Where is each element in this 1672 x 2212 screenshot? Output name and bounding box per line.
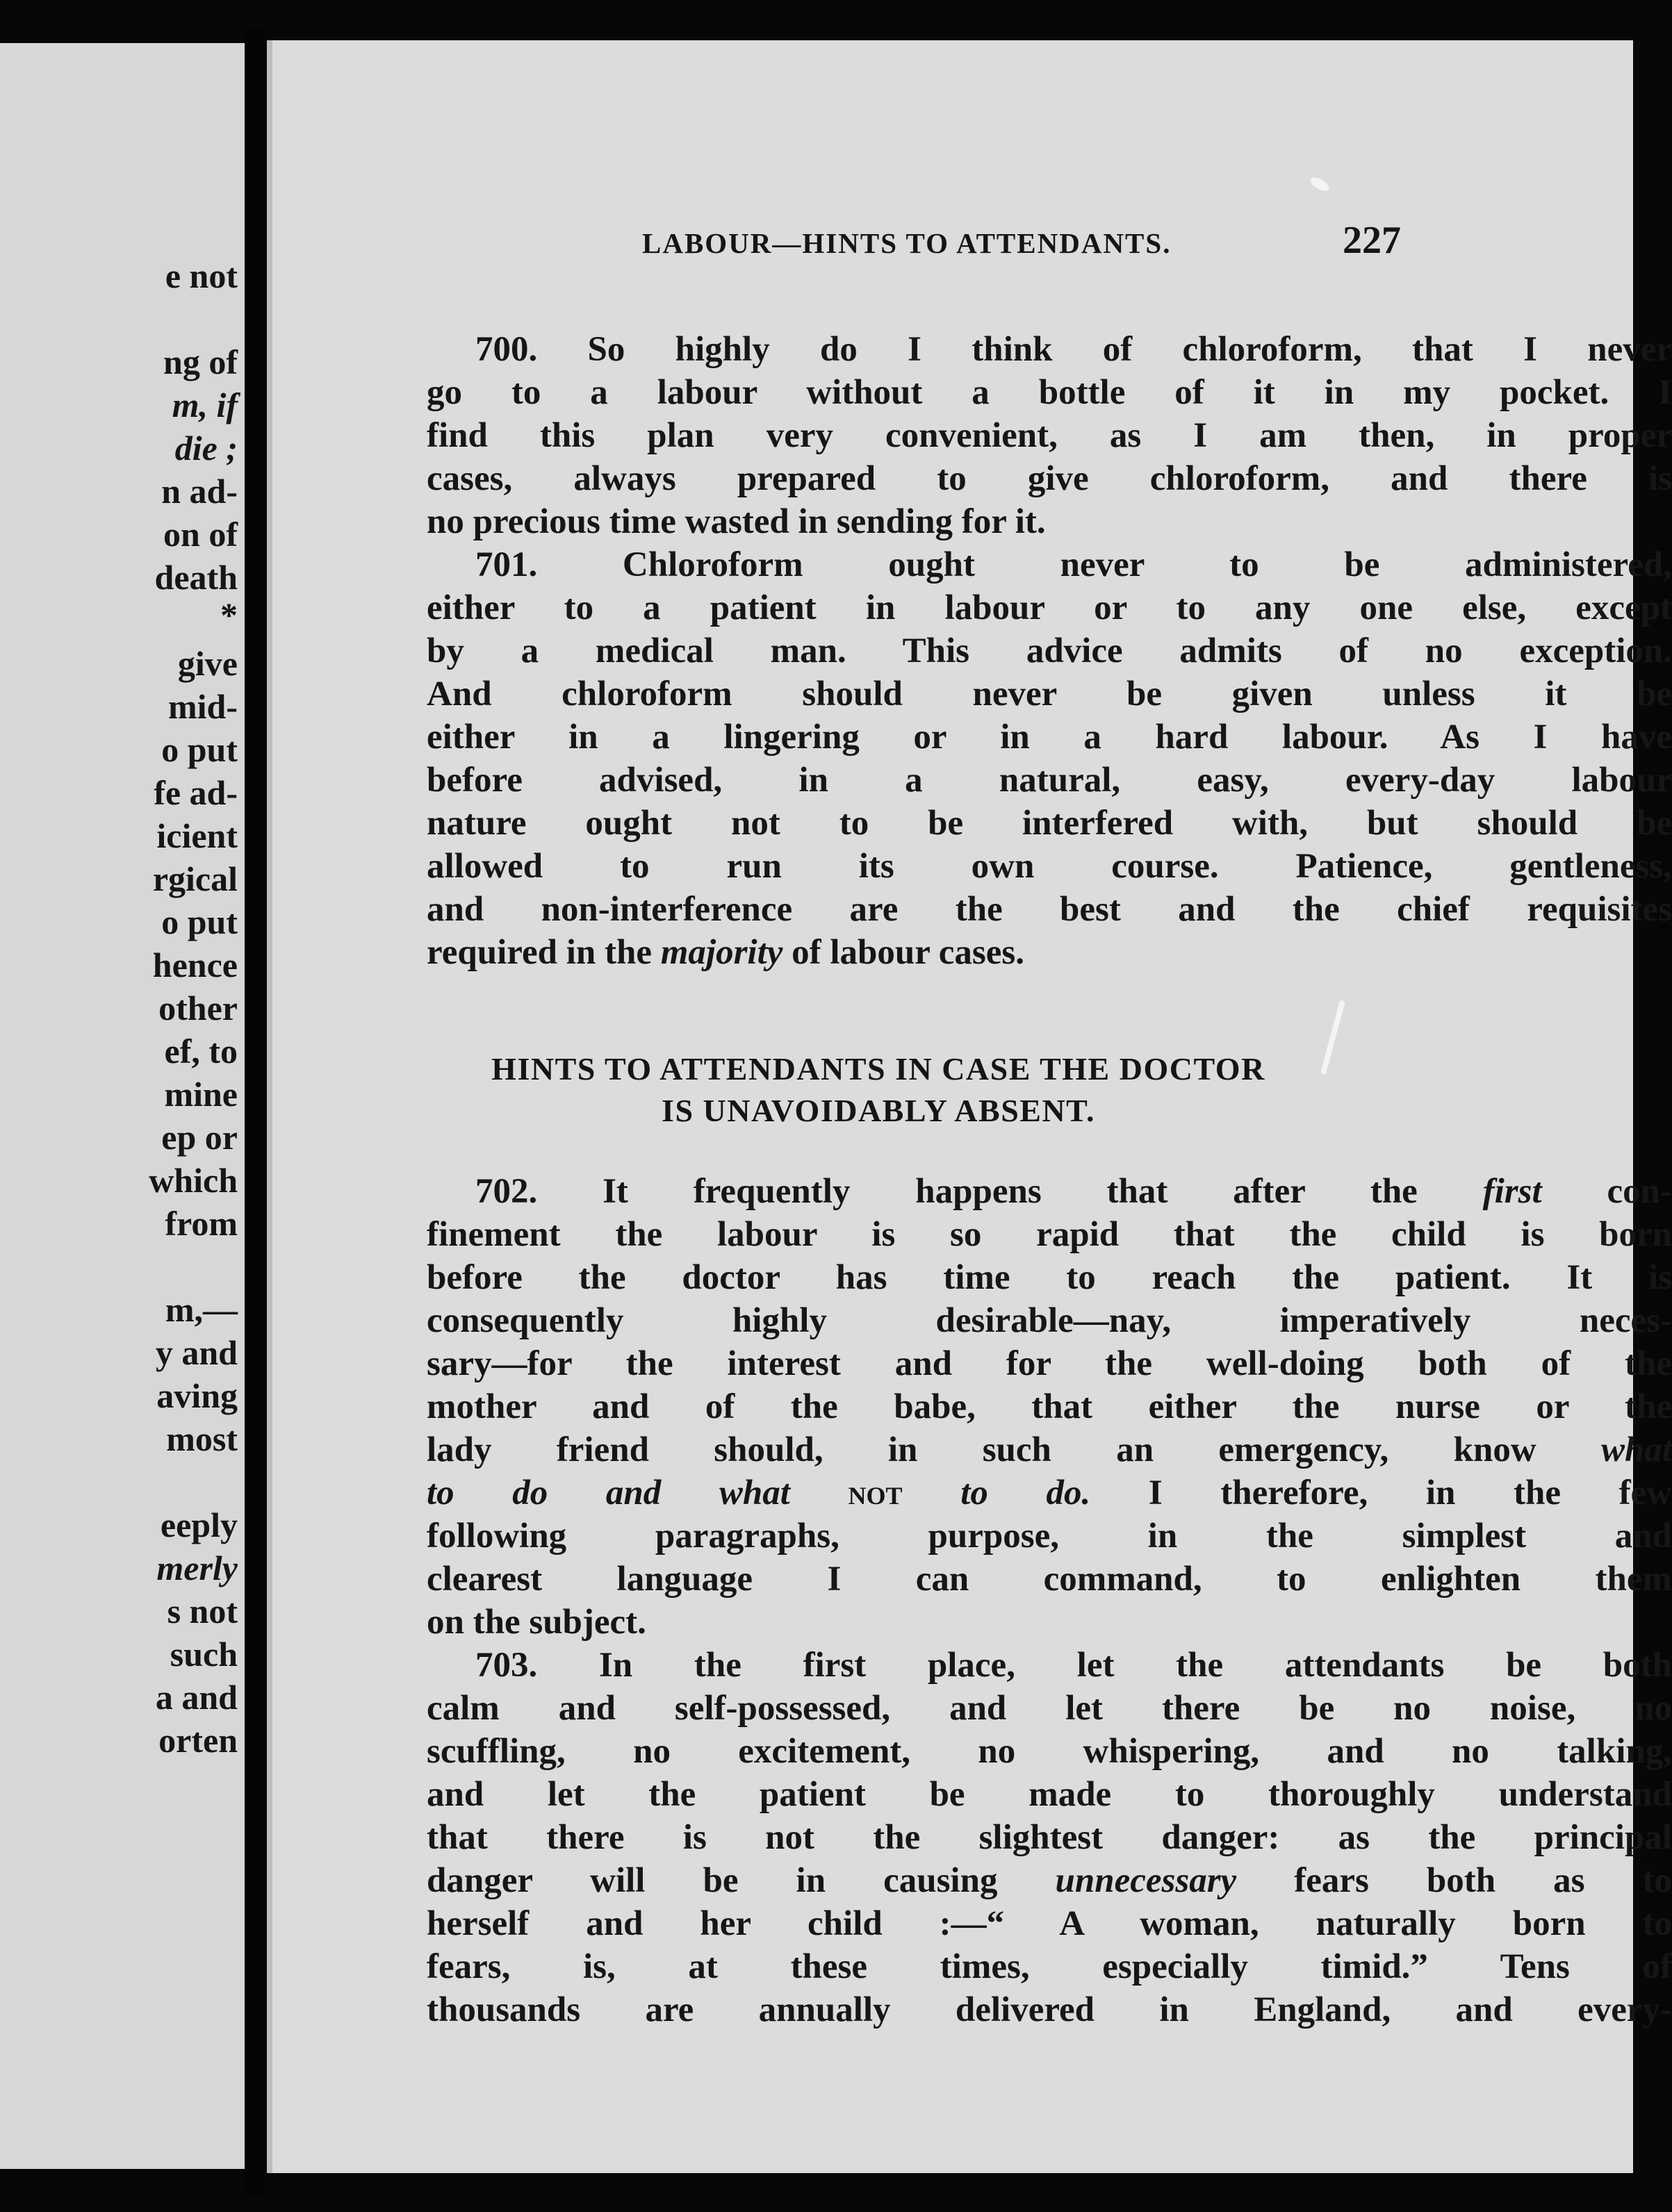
text-line: before the doctor has time to reach the patient. It is [427,1258,1672,1297]
left-margin-fragment: death [154,558,238,597]
scan-speck [1320,1000,1345,1075]
left-margin-fragment: m,— [165,1290,238,1329]
text-line: and let the patient be made to thoroughly understand [427,1775,1672,1814]
text-line: clearest language I can command, to enlighten them [427,1560,1672,1599]
text-line: nature ought not to be interfered with, but should be [427,804,1672,843]
main-page [267,40,1672,2173]
left-margin-fragment: on of [163,515,238,554]
left-margin-fragment: which [149,1161,238,1200]
left-margin-fragment: give [177,644,238,683]
page-edge [267,40,272,2173]
text-line: and non-interference are the best and the chief requisites [427,890,1672,929]
left-margin-fragment: most [166,1419,238,1458]
left-margin-fragment: ef, to [164,1032,238,1071]
text-line: sary—for the interest and for the well-doing both of the [427,1344,1672,1383]
text-line: no precious time wasted in sending for it. [427,502,1046,541]
left-margin-fragment: ng of [163,342,238,381]
text-line: finement the labour is so rapid that the child is born [427,1215,1672,1254]
text-line: herself and her child :—“ A woman, naturally born to [427,1904,1672,1943]
text-line: on the subject. [427,1603,646,1642]
left-margin-fragment: mid- [168,687,238,726]
left-margin-fragment: fe ad- [154,773,238,812]
left-margin-fragment: icient [156,816,238,855]
text-line: 702. It frequently happens that after the first con- [475,1172,1672,1211]
left-margin-fragment: y and [155,1333,238,1372]
text-line: allowed to run its own course. Patience, gentleness, [427,847,1672,886]
left-margin-fragment: ep or [161,1118,238,1157]
left-margin-fragment: other [158,989,238,1027]
text-line: go to a labour without a bottle of it in my pocket. I [427,373,1672,412]
text-line: either in a lingering or in a hard labour. As I have [427,718,1672,757]
left-margin-fragment: from [165,1204,238,1243]
left-margin-fragment: * [220,595,238,634]
text-line: scuffling, no excitement, no whispering, and no talking, [427,1732,1672,1771]
text-line: consequently highly desirable—nay, imperatively neces- [427,1301,1672,1340]
left-margin-fragment: hence [152,946,238,984]
text-line: lady friend should, in such an emergency, know what [427,1430,1672,1469]
text-line: before advised, in a natural, easy, every-day labour [427,761,1672,800]
left-margin-fragment: n ad- [161,472,238,511]
text-line: 703. In the first place, let the attendants be both [475,1646,1672,1685]
text-line: by a medical man. This advice admits of no exception. [427,632,1672,670]
left-margin-fragment: rgical [152,859,238,898]
left-margin-fragment: orten [158,1721,238,1760]
text-line: 701. Chloroform ought never to be administered, [475,545,1672,584]
left-margin-fragment: eeply [160,1505,238,1544]
left-margin-fragment: mine [164,1075,238,1114]
left-margin-fragment: m, if [172,386,238,424]
left-margin-fragment: s not [167,1592,238,1631]
scan-speck [1309,174,1331,193]
left-margin-fragment: die ; [174,429,238,468]
text-line: calm and self-possessed, and let there be no noise, no [427,1689,1672,1728]
text-line: danger will be in causing unnecessary fears both as to [427,1861,1672,1900]
left-margin-fragment: a and [155,1678,238,1717]
italic-emphasis: majority [660,933,783,972]
text-line: cases, always prepared to give chloroform, and there is [427,459,1672,498]
text-line: And chloroform should never be given unless it be [427,675,1672,713]
left-margin-fragment: o put [161,902,238,941]
text-line: either to a patient in labour or to any one else, except [427,588,1672,627]
section-heading-line-2: IS UNAVOIDABLY ABSENT. [662,1093,1095,1128]
running-head: LABOUR—HINTS TO ATTENDANTS. [642,227,1172,259]
text-line: required in the majority of labour cases. [427,933,1024,972]
text-line: following paragraphs, purpose, in the simplest and [427,1517,1672,1555]
left-margin-fragment: merly [156,1549,238,1587]
italic-emphasis: what [1600,1430,1672,1469]
left-margin-fragment: aving [156,1376,238,1415]
italic-emphasis: unnecessary [1055,1861,1237,1900]
text-line: thousands are annually delivered in England, and every- [427,1990,1672,2029]
left-margin-fragment: o put [161,730,238,769]
text-line: fears, is, at these times, especially timid.” Tens of [427,1947,1672,1986]
left-margin-fragment: such [170,1635,238,1674]
left-page-fragment [0,43,245,2169]
text-line: find this plan very convenient, as I am then, in proper [427,416,1672,455]
text-line: mother and of the babe, that either the nurse or the [427,1387,1672,1426]
left-margin-fragment: e not [165,256,238,295]
section-heading-line-1: HINTS TO ATTENDANTS IN CASE THE DOCTOR [491,1051,1265,1087]
text-line: to do and what not to do. I therefore, in the few [427,1474,1672,1512]
text-line: that there is not the slightest danger: as the principal [427,1818,1672,1857]
page-number: 227 [1343,219,1401,262]
book-gutter [245,28,265,2195]
italic-emphasis: first [1482,1172,1542,1211]
text-line: 700. So highly do I think of chloroform, that I never [475,330,1672,369]
